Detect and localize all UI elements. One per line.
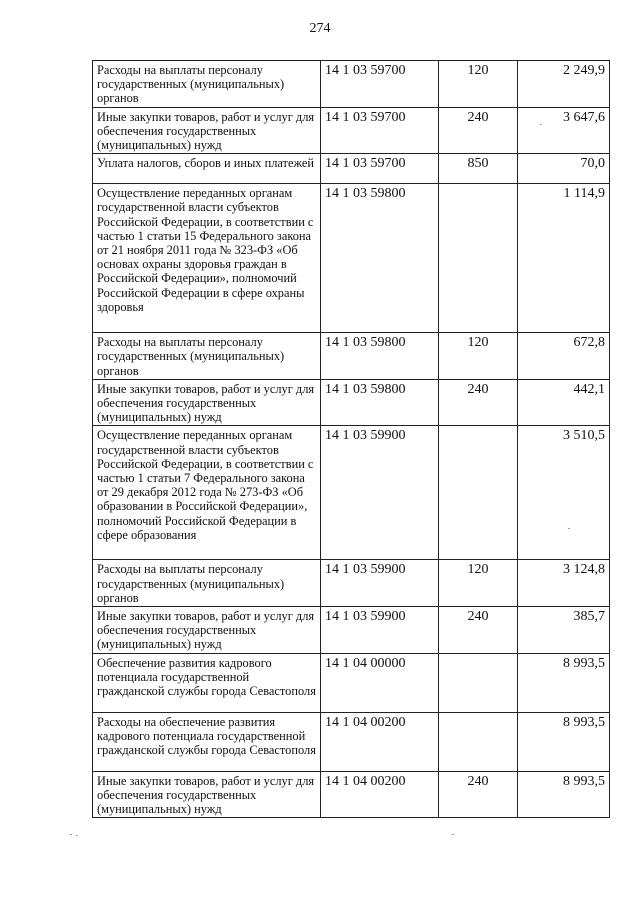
row-amount: 8 993,5	[518, 712, 610, 771]
row-expense-type: 240	[439, 771, 518, 818]
row-name: Расходы на обеспечение развития кадрового потенциала государственной гражданской службы города Севастополя	[93, 712, 321, 771]
row-name: Расходы на выплаты персоналу государственных (муниципальных) органов	[93, 61, 321, 108]
row-name: Иные закупки товаров, работ и услуг для обеспечения государственных (муниципальных) нужд	[93, 379, 321, 426]
table-row	[93, 771, 610, 818]
row-name: Иные закупки товаров, работ и услуг для обеспечения государственных (муниципальных) нужд	[93, 607, 321, 654]
scan-speck	[540, 124, 542, 125]
row-expense-type	[439, 184, 518, 333]
row-code: 14 1 03 59900	[321, 560, 439, 607]
table-row	[93, 379, 610, 426]
row-name: Осуществление переданных органам государственной власти субъектов Российской Федерации, в соответствии с частью 1 статьи 7 Федерального закона от 29 декабря 2012 года № 273-ФЗ «Об образовании в Российской Федерации», полномочий Российской Федерации в сфере образования	[93, 426, 321, 560]
table-row	[93, 107, 610, 154]
scan-speck	[452, 834, 454, 835]
table-row	[93, 184, 610, 333]
row-name: Расходы на выплаты персоналу государственных (муниципальных) органов	[93, 333, 321, 380]
row-amount: 8 993,5	[518, 771, 610, 818]
row-code: 14 1 03 59900	[321, 607, 439, 654]
row-code: 14 1 03 59800	[321, 184, 439, 333]
scan-speck	[568, 528, 570, 529]
row-expense-type: 240	[439, 107, 518, 154]
row-name: Расходы на выплаты персоналу государственных (муниципальных) органов	[93, 560, 321, 607]
row-code: 14 1 03 59900	[321, 426, 439, 560]
row-amount: 3 510,5	[518, 426, 610, 560]
row-amount: 3 124,8	[518, 560, 610, 607]
row-code: 14 1 03 59800	[321, 333, 439, 380]
row-expense-type: 120	[439, 61, 518, 108]
row-name: Осуществление переданных органам государственной власти субъектов Российской Федерации, в соответствии с частью 1 статьи 15 Федерального закона от 21 ноября 2011 года № 323-ФЗ «Об основах охраны здоровья граждан в Российской Федерации», полномочий Российской Федерации в сфере охраны здоровья	[93, 184, 321, 333]
row-code: 14 1 03 59700	[321, 61, 439, 108]
row-expense-type: 240	[439, 379, 518, 426]
row-expense-type: 240	[439, 607, 518, 654]
row-code: 14 1 04 00200	[321, 712, 439, 771]
row-amount: 672,8	[518, 333, 610, 380]
table-row	[93, 712, 610, 771]
row-expense-type	[439, 426, 518, 560]
budget-table	[92, 60, 610, 818]
row-amount: 8 993,5	[518, 653, 610, 712]
table-row	[93, 61, 610, 108]
row-code: 14 1 03 59700	[321, 107, 439, 154]
row-code: 14 1 03 59700	[321, 154, 439, 184]
row-name: Иные закупки товаров, работ и услуг для обеспечения государственных (муниципальных) нужд	[93, 771, 321, 818]
row-name: Уплата налогов, сборов и иных платежей	[93, 154, 321, 184]
scan-speck	[76, 835, 78, 836]
table-row	[93, 607, 610, 654]
row-amount: 1 114,9	[518, 184, 610, 333]
scan-speck	[70, 834, 72, 835]
row-amount: 442,1	[518, 379, 610, 426]
row-amount: 3 647,6	[518, 107, 610, 154]
row-expense-type: 120	[439, 333, 518, 380]
row-name: Иные закупки товаров, работ и услуг для обеспечения государственных (муниципальных) нужд	[93, 107, 321, 154]
row-name: Обеспечение развития кадрового потенциала государственной гражданской службы города Севастополя	[93, 653, 321, 712]
table-row	[93, 560, 610, 607]
table-row	[93, 426, 610, 560]
row-expense-type	[439, 712, 518, 771]
row-amount: 2 249,9	[518, 61, 610, 108]
page-number: 274	[309, 21, 331, 36]
row-amount: 70,0	[518, 154, 610, 184]
row-code: 14 1 04 00200	[321, 771, 439, 818]
row-expense-type: 850	[439, 154, 518, 184]
table-row	[93, 653, 610, 712]
row-expense-type: 120	[439, 560, 518, 607]
table-row	[93, 333, 610, 380]
row-amount: 385,7	[518, 607, 610, 654]
table-row	[93, 154, 610, 184]
row-expense-type	[439, 653, 518, 712]
row-code: 14 1 03 59800	[321, 379, 439, 426]
row-code: 14 1 04 00000	[321, 653, 439, 712]
